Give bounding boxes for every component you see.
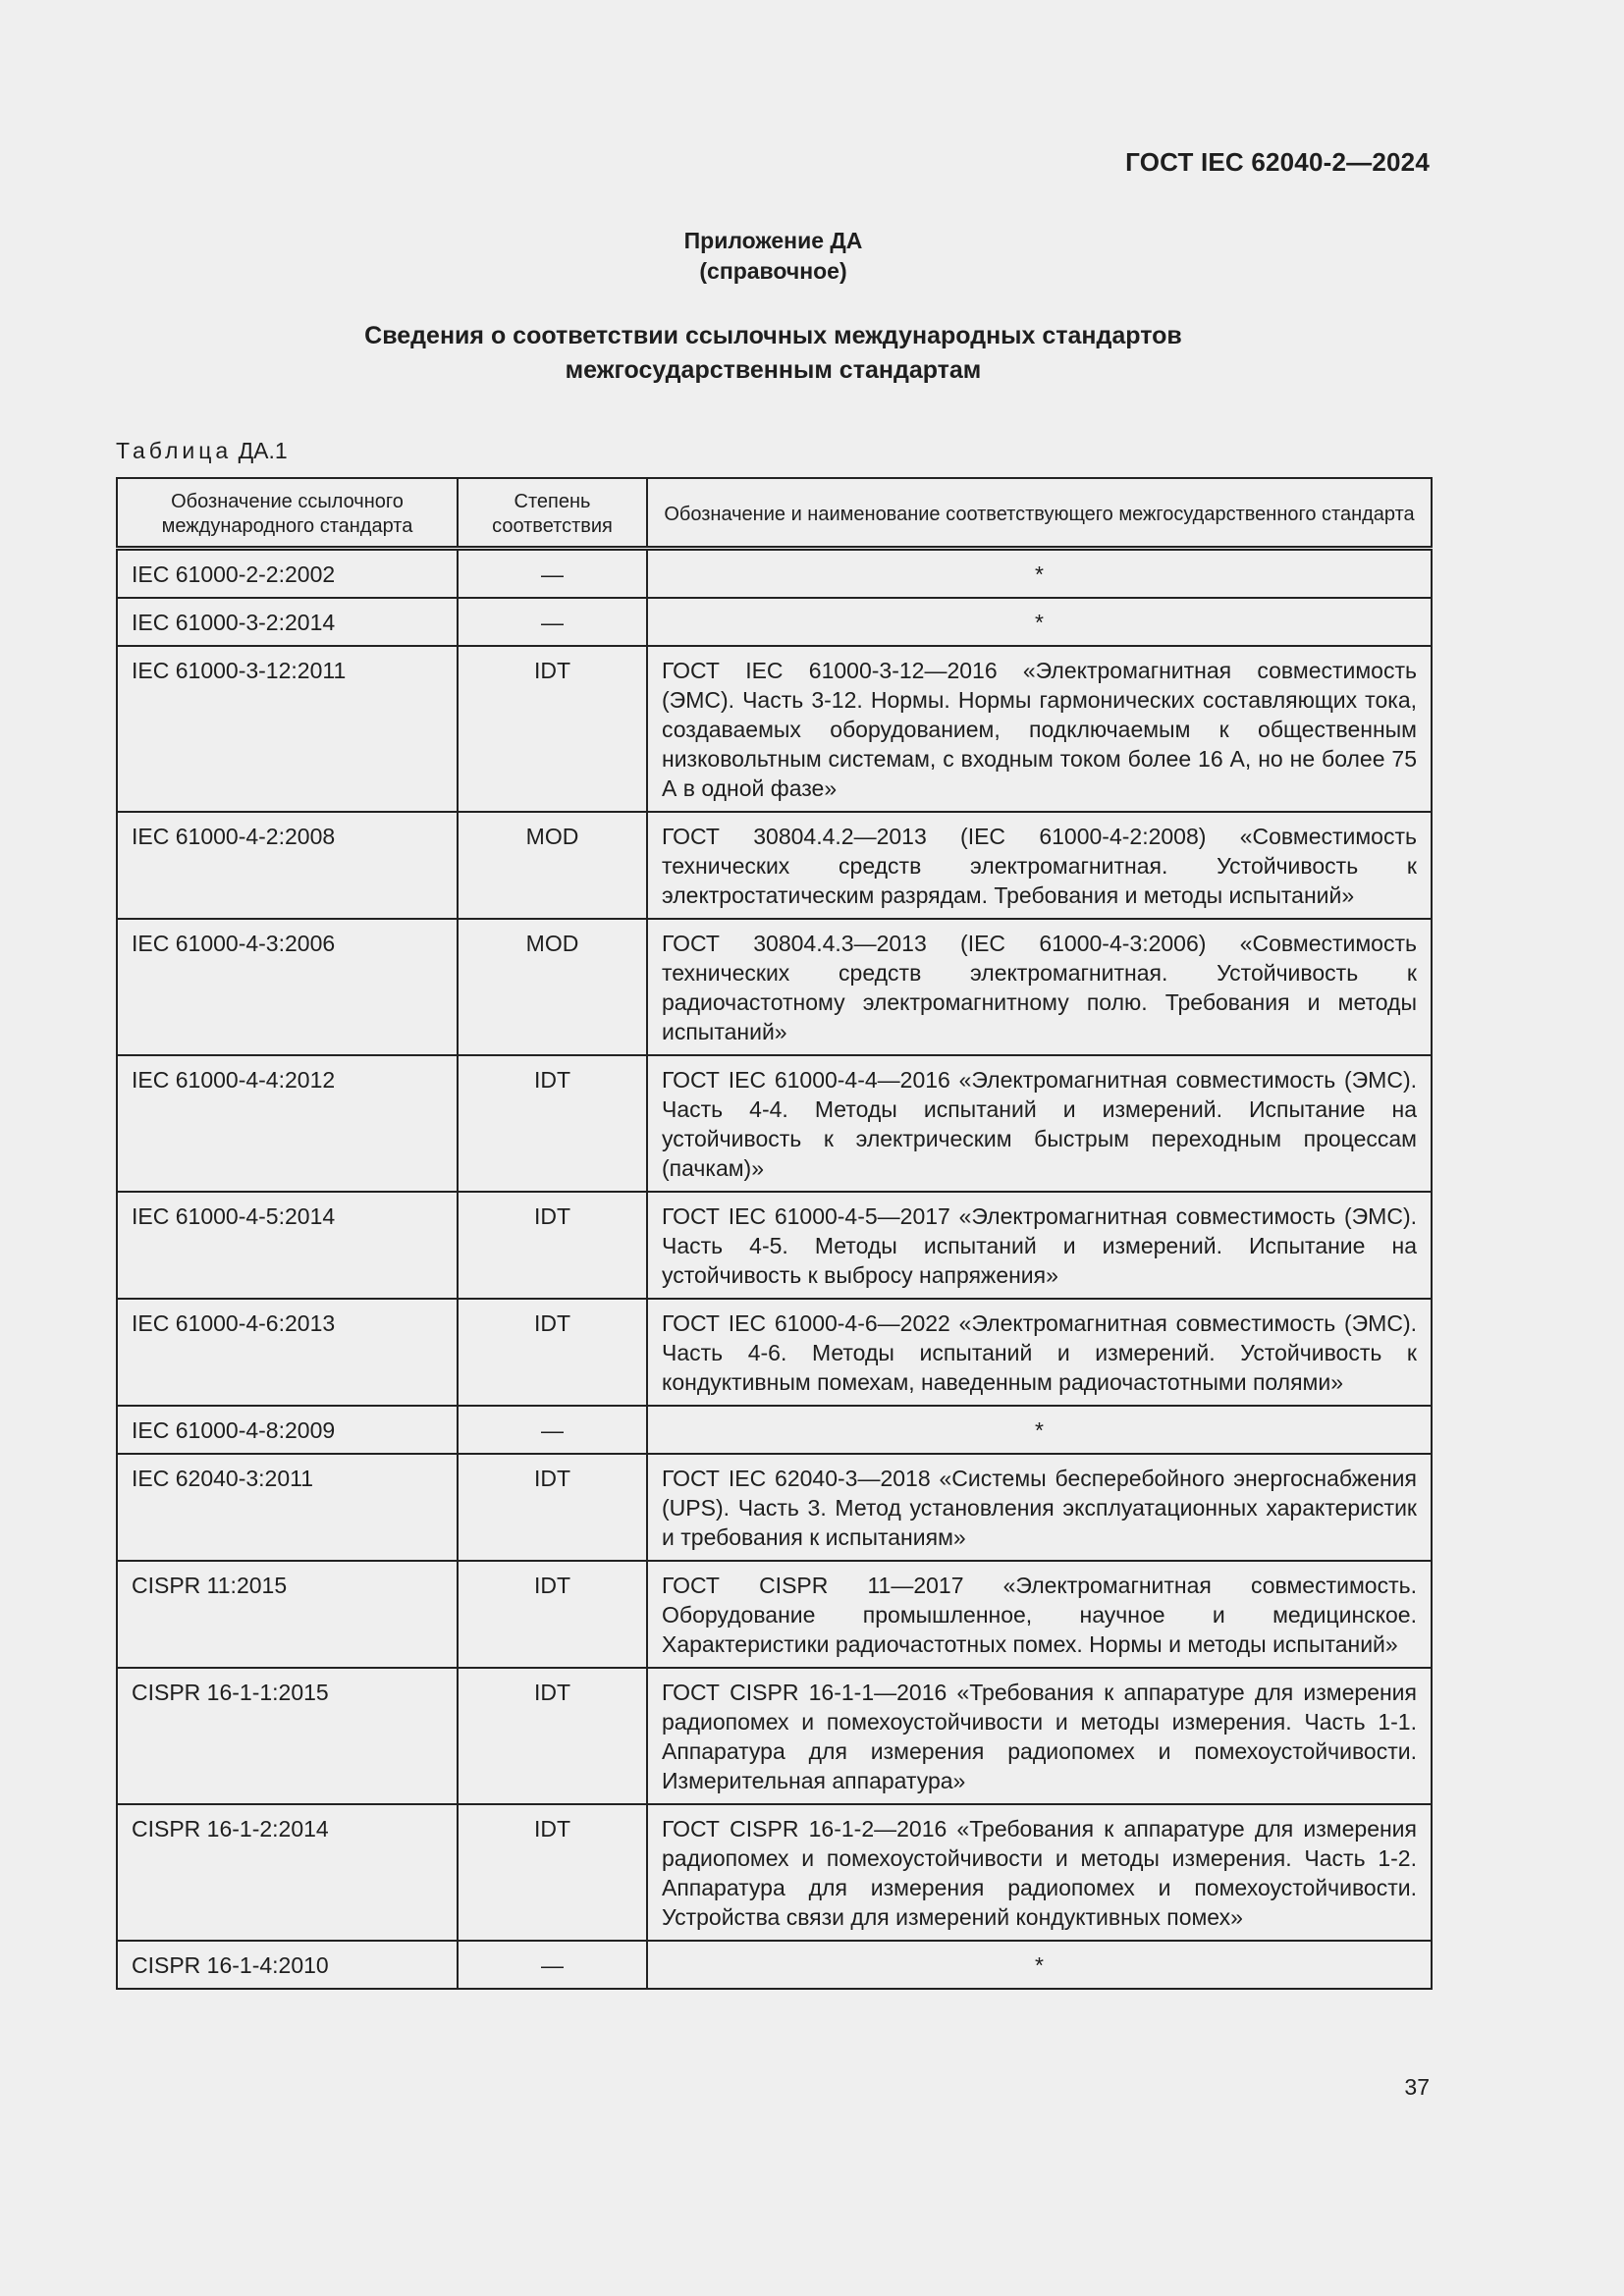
interstate-standard-cell: ГОСТ CISPR 11—2017 «Электромагнитная совместимость. Оборудование промышленное, научное и медицинское. Характеристики радиочастотных помех. Нормы и методы испытаний» (647, 1561, 1432, 1668)
reference-standard-cell: IEC 61000-2-2:2002 (117, 549, 458, 599)
reference-standard-cell: IEC 61000-4-8:2009 (117, 1406, 458, 1454)
table-row (117, 1192, 1432, 1299)
reference-standard-cell: IEC 61000-4-6:2013 (117, 1299, 458, 1406)
annex-heading (0, 319, 1546, 388)
degree-cell: IDT (458, 1561, 647, 1668)
header-interstate-standard: Обозначение и наименование соответствующего межгосударственного стандарта (647, 478, 1432, 549)
reference-standard-cell: IEC 61000-4-4:2012 (117, 1055, 458, 1192)
interstate-standard-cell: * (647, 549, 1432, 599)
header-degree: Степень соответствия (458, 478, 647, 549)
reference-standard-cell: IEC 61000-3-12:2011 (117, 646, 458, 812)
degree-cell: MOD (458, 812, 647, 919)
annex-heading-line1: Сведения о соответствии ссылочных международных стандартов (364, 322, 1182, 349)
table-row (117, 1299, 1432, 1406)
table-row (117, 646, 1432, 812)
standards-correspondence-table (116, 477, 1433, 1990)
table-row (117, 1055, 1432, 1192)
interstate-standard-cell: ГОСТ 30804.4.3—2013 (IEC 61000-4-3:2006) «Совместимость технических средств электромагнитная. Устойчивость к радиочастотному электромагнитному полю. Требования и методы испытаний» (647, 919, 1432, 1055)
interstate-standard-cell: ГОСТ 30804.4.2—2013 (IEC 61000-4-2:2008) «Совместимость технических средств электромагнитная. Устойчивость к электростатическим разрядам. Требования и методы испытаний» (647, 812, 1432, 919)
table-row (117, 1668, 1432, 1804)
reference-standard-cell: IEC 61000-4-3:2006 (117, 919, 458, 1055)
table-row (117, 1406, 1432, 1454)
interstate-standard-cell: * (647, 1406, 1432, 1454)
annex-title (0, 226, 1546, 287)
annex-type: (справочное) (699, 258, 847, 284)
reference-standard-cell: CISPR 11:2015 (117, 1561, 458, 1668)
interstate-standard-cell: * (647, 598, 1432, 646)
reference-standard-cell: IEC 61000-3-2:2014 (117, 598, 458, 646)
reference-standard-cell: CISPR 16-1-4:2010 (117, 1941, 458, 1989)
interstate-standard-cell: ГОСТ IEC 61000-4-4—2016 «Электромагнитная совместимость (ЭМС). Часть 4-4. Методы испытаний и измерений. Испытание на устойчивость к электрическим быстрым переходным процессам (пачкам)» (647, 1055, 1432, 1192)
table-row (117, 812, 1432, 919)
table-row (117, 549, 1432, 599)
table-row (117, 1454, 1432, 1561)
degree-cell: — (458, 1941, 647, 1989)
table-caption-word: Таблица (116, 438, 233, 463)
reference-standard-cell: IEC 61000-4-5:2014 (117, 1192, 458, 1299)
degree-cell: IDT (458, 1668, 647, 1804)
degree-cell: IDT (458, 1055, 647, 1192)
header-reference-standard: Обозначение ссылочного международного стандарта (117, 478, 458, 549)
annex-heading-line2: межгосударственным стандартам (565, 356, 982, 384)
interstate-standard-cell: ГОСТ IEC 61000-4-5—2017 «Электромагнитная совместимость (ЭМС). Часть 4-5. Методы испытаний и измерений. Испытание на устойчивость к выбросу напряжения» (647, 1192, 1432, 1299)
table-row (117, 1804, 1432, 1941)
interstate-standard-cell: ГОСТ IEC 61000-3-12—2016 «Электромагнитная совместимость (ЭМС). Часть 3-12. Нормы. Нормы гармонических составляющих тока, создаваемых оборудованием, подключаемым к общественным низковольтным системам, с входным током более 16 А, но не более 75 А в одной фазе» (647, 646, 1432, 812)
table-row (117, 919, 1432, 1055)
degree-cell: IDT (458, 1454, 647, 1561)
table-caption-number: ДА.1 (238, 438, 288, 463)
reference-standard-cell: IEC 62040-3:2011 (117, 1454, 458, 1561)
degree-cell: MOD (458, 919, 647, 1055)
table-row (117, 1941, 1432, 1989)
interstate-standard-cell: ГОСТ CISPR 16-1-1—2016 «Требования к аппаратуре для измерения радиопомех и помехоустойчивости и методы измерения. Часть 1-1. Аппаратура для измерения радиопомех и помехоустойчивости. Измерительная аппаратура» (647, 1668, 1432, 1804)
reference-standard-cell: IEC 61000-4-2:2008 (117, 812, 458, 919)
table-caption (116, 438, 288, 464)
degree-cell: — (458, 549, 647, 599)
degree-cell: — (458, 598, 647, 646)
table-header-row (117, 478, 1432, 549)
degree-cell: IDT (458, 1804, 647, 1941)
degree-cell: IDT (458, 646, 647, 812)
degree-cell: IDT (458, 1192, 647, 1299)
reference-standard-cell: CISPR 16-1-2:2014 (117, 1804, 458, 1941)
interstate-standard-cell: ГОСТ CISPR 16-1-2—2016 «Требования к аппаратуре для измерения радиопомех и помехоустойчивости и методы измерения. Часть 1-2. Аппаратура для измерения радиопомех и помехоустойчивости. Устройства связи для измерений кондуктивных помех» (647, 1804, 1432, 1941)
interstate-standard-cell: ГОСТ IEC 61000-4-6—2022 «Электромагнитная совместимость (ЭМС). Часть 4-6. Методы испытаний и измерений. Устойчивость к кондуктивным помехам, наведенным радиочастотными полями» (647, 1299, 1432, 1406)
degree-cell: IDT (458, 1299, 647, 1406)
document-code: ГОСТ IEC 62040-2—2024 (1125, 147, 1430, 177)
reference-standard-cell: CISPR 16-1-1:2015 (117, 1668, 458, 1804)
interstate-standard-cell: ГОСТ IEC 62040-3—2018 «Системы бесперебойного энергоснабжения (UPS). Часть 3. Метод установления эксплуатационных характеристик и требования к испытаниям» (647, 1454, 1432, 1561)
table-row (117, 1561, 1432, 1668)
interstate-standard-cell: * (647, 1941, 1432, 1989)
degree-cell: — (458, 1406, 647, 1454)
page-number: 37 (1404, 2074, 1430, 2100)
table-row (117, 598, 1432, 646)
annex-label: Приложение ДА (683, 228, 863, 253)
